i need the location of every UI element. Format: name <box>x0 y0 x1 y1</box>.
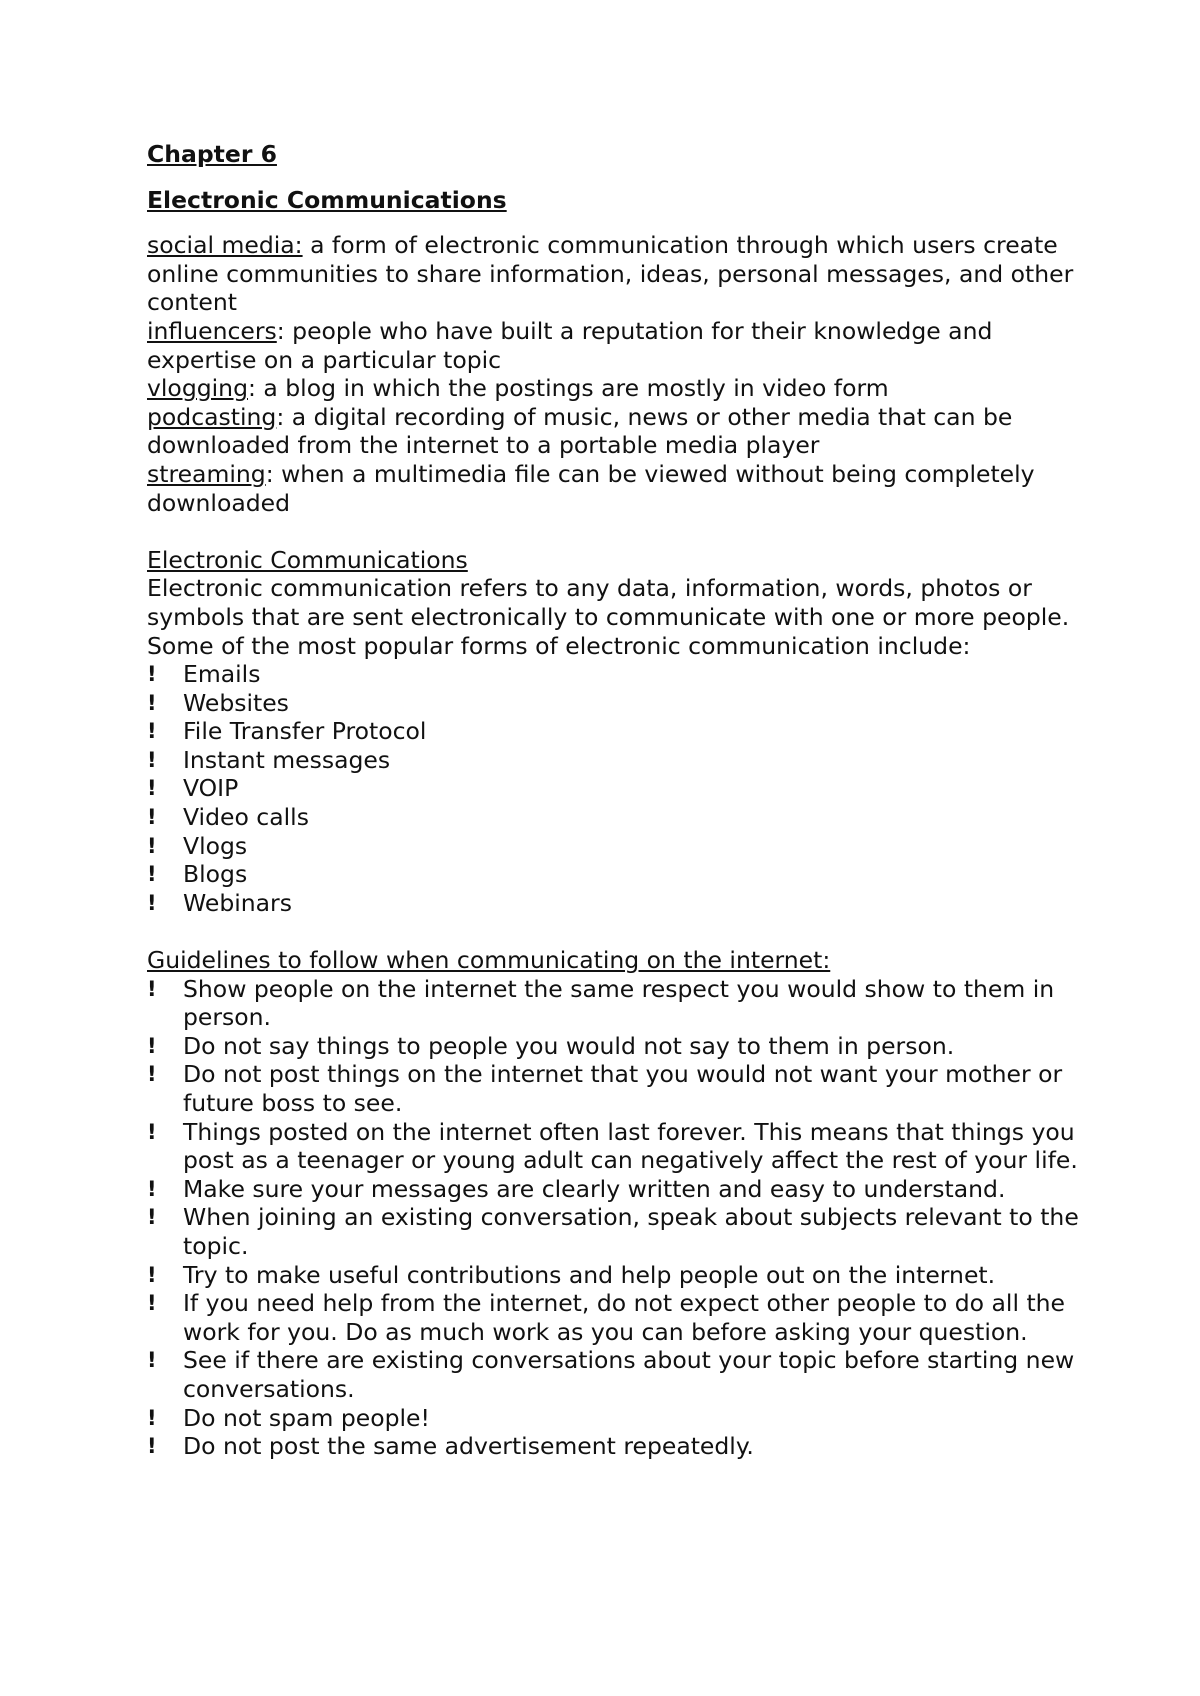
list-item: ! Show people on the internet the same respect you would show to them in person. <box>147 974 1055 1032</box>
list-item: ! See if there are existing conversations about your topic before starting new conversations. <box>147 1346 1075 1403</box>
document-page <box>147 140 1087 1461</box>
definition-influencers <box>147 317 1087 374</box>
list-item: ! Instant messages <box>147 745 391 774</box>
exclamation-bullet-icon: ! <box>147 1291 157 1316</box>
exclamation-bullet-icon: ! <box>147 690 157 715</box>
exclamation-bullet-icon: ! <box>147 1176 157 1201</box>
chapter-heading: Chapter 6 <box>147 140 277 168</box>
list-item: ! Do not say things to people you would not say to them in person. <box>147 1031 955 1060</box>
list-item: ! Do not post the same advertisement repeatedly. <box>147 1432 754 1461</box>
list-item: ! Things posted on the internet often last forever. This means that things you post as a teenager or young adult can negatively affect the rest of your life. <box>147 1117 1078 1175</box>
list-item: ! Do not spam people! <box>147 1403 430 1432</box>
definition-term: streaming <box>147 459 266 488</box>
list-item: ! Do not post things on the internet that you would not want your mother or future boss to see. <box>147 1060 1063 1117</box>
definition-text: : when a multimedia file can be viewed without being completely downloaded <box>147 459 1035 517</box>
exclamation-bullet-icon: ! <box>147 662 157 687</box>
exclamation-bullet-icon: ! <box>147 747 157 772</box>
exclamation-bullet-icon: ! <box>147 1434 157 1459</box>
exclamation-bullet-icon: ! <box>147 1405 157 1430</box>
exclamation-bullet-icon: ! <box>147 1205 157 1230</box>
list-item: ! When joining an existing conversation, speak about subjects relevant to the topic. <box>147 1203 1079 1260</box>
list-item: ! Emails <box>147 660 261 689</box>
forms-list <box>147 660 1087 917</box>
exclamation-bullet-icon: ! <box>147 1033 157 1058</box>
comms-intro: Some of the most popular forms of electronic communication include: <box>147 631 971 660</box>
exclamation-bullet-icon: ! <box>147 805 157 830</box>
definition-text: : a blog in which the postings are mostly in video form <box>248 374 889 403</box>
definition-streaming <box>147 460 1087 517</box>
exclamation-bullet-icon: ! <box>147 976 157 1001</box>
exclamation-bullet-icon: ! <box>147 719 157 744</box>
definition-text: a form of electronic communication through which users create online communities to share information, ideas, personal messages, and other content <box>147 231 1074 317</box>
definition-text: : a digital recording of music, news or other media that can be downloaded from the internet to a portable media player <box>147 402 1013 460</box>
definition-podcasting <box>147 403 1087 460</box>
exclamation-bullet-icon: ! <box>147 1119 157 1144</box>
exclamation-bullet-icon: ! <box>147 833 157 858</box>
exclamation-bullet-icon: ! <box>147 776 157 801</box>
list-item: ! Blogs <box>147 860 248 889</box>
electronic-communications-section <box>147 546 1087 918</box>
exclamation-bullet-icon: ! <box>147 862 157 887</box>
list-item: ! VOIP <box>147 774 239 803</box>
list-item: ! Vlogs <box>147 831 248 860</box>
definition-term: podcasting <box>147 402 277 431</box>
exclamation-bullet-icon: ! <box>147 890 157 915</box>
definition-term: social media: <box>147 231 303 260</box>
list-item: ! Make sure your messages are clearly written and easy to understand. <box>147 1174 1006 1203</box>
spacer <box>147 517 1087 546</box>
definition-term: influencers <box>147 316 277 345</box>
definition-social-media <box>147 231 1087 317</box>
definition-term: vlogging <box>147 374 248 403</box>
guidelines-heading: Guidelines to follow when communicating on the internet: <box>147 946 831 975</box>
exclamation-bullet-icon: ! <box>147 1062 157 1087</box>
list-item: ! Try to make useful contributions and help people out on the internet. <box>147 1260 996 1289</box>
guidelines-section <box>147 946 1087 1461</box>
definitions-list <box>147 231 1087 517</box>
spacer <box>147 917 1087 946</box>
guidelines-list <box>147 975 1087 1461</box>
section-title: Electronic Communications <box>147 185 507 214</box>
list-item: ! If you need help from the internet, do not expect other people to do all the work for you. Do as much work as you can before asking your question. <box>147 1289 1066 1346</box>
list-item: ! Video calls <box>147 803 309 832</box>
definition-vlogging <box>147 374 1087 403</box>
list-item: ! File Transfer Protocol <box>147 717 427 746</box>
list-item: ! Websites <box>147 688 289 717</box>
exclamation-bullet-icon: ! <box>147 1348 157 1373</box>
comms-paragraph: Electronic communication refers to any data, information, words, photos or symbols that are sent electronically to communicate with one or more people. <box>147 574 1070 631</box>
definition-text: : people who have built a reputation for their knowledge and expertise on a particular topic <box>147 316 993 374</box>
subsection-heading: Electronic Communications <box>147 545 468 574</box>
exclamation-bullet-icon: ! <box>147 1262 157 1287</box>
list-item: ! Webinars <box>147 888 292 917</box>
